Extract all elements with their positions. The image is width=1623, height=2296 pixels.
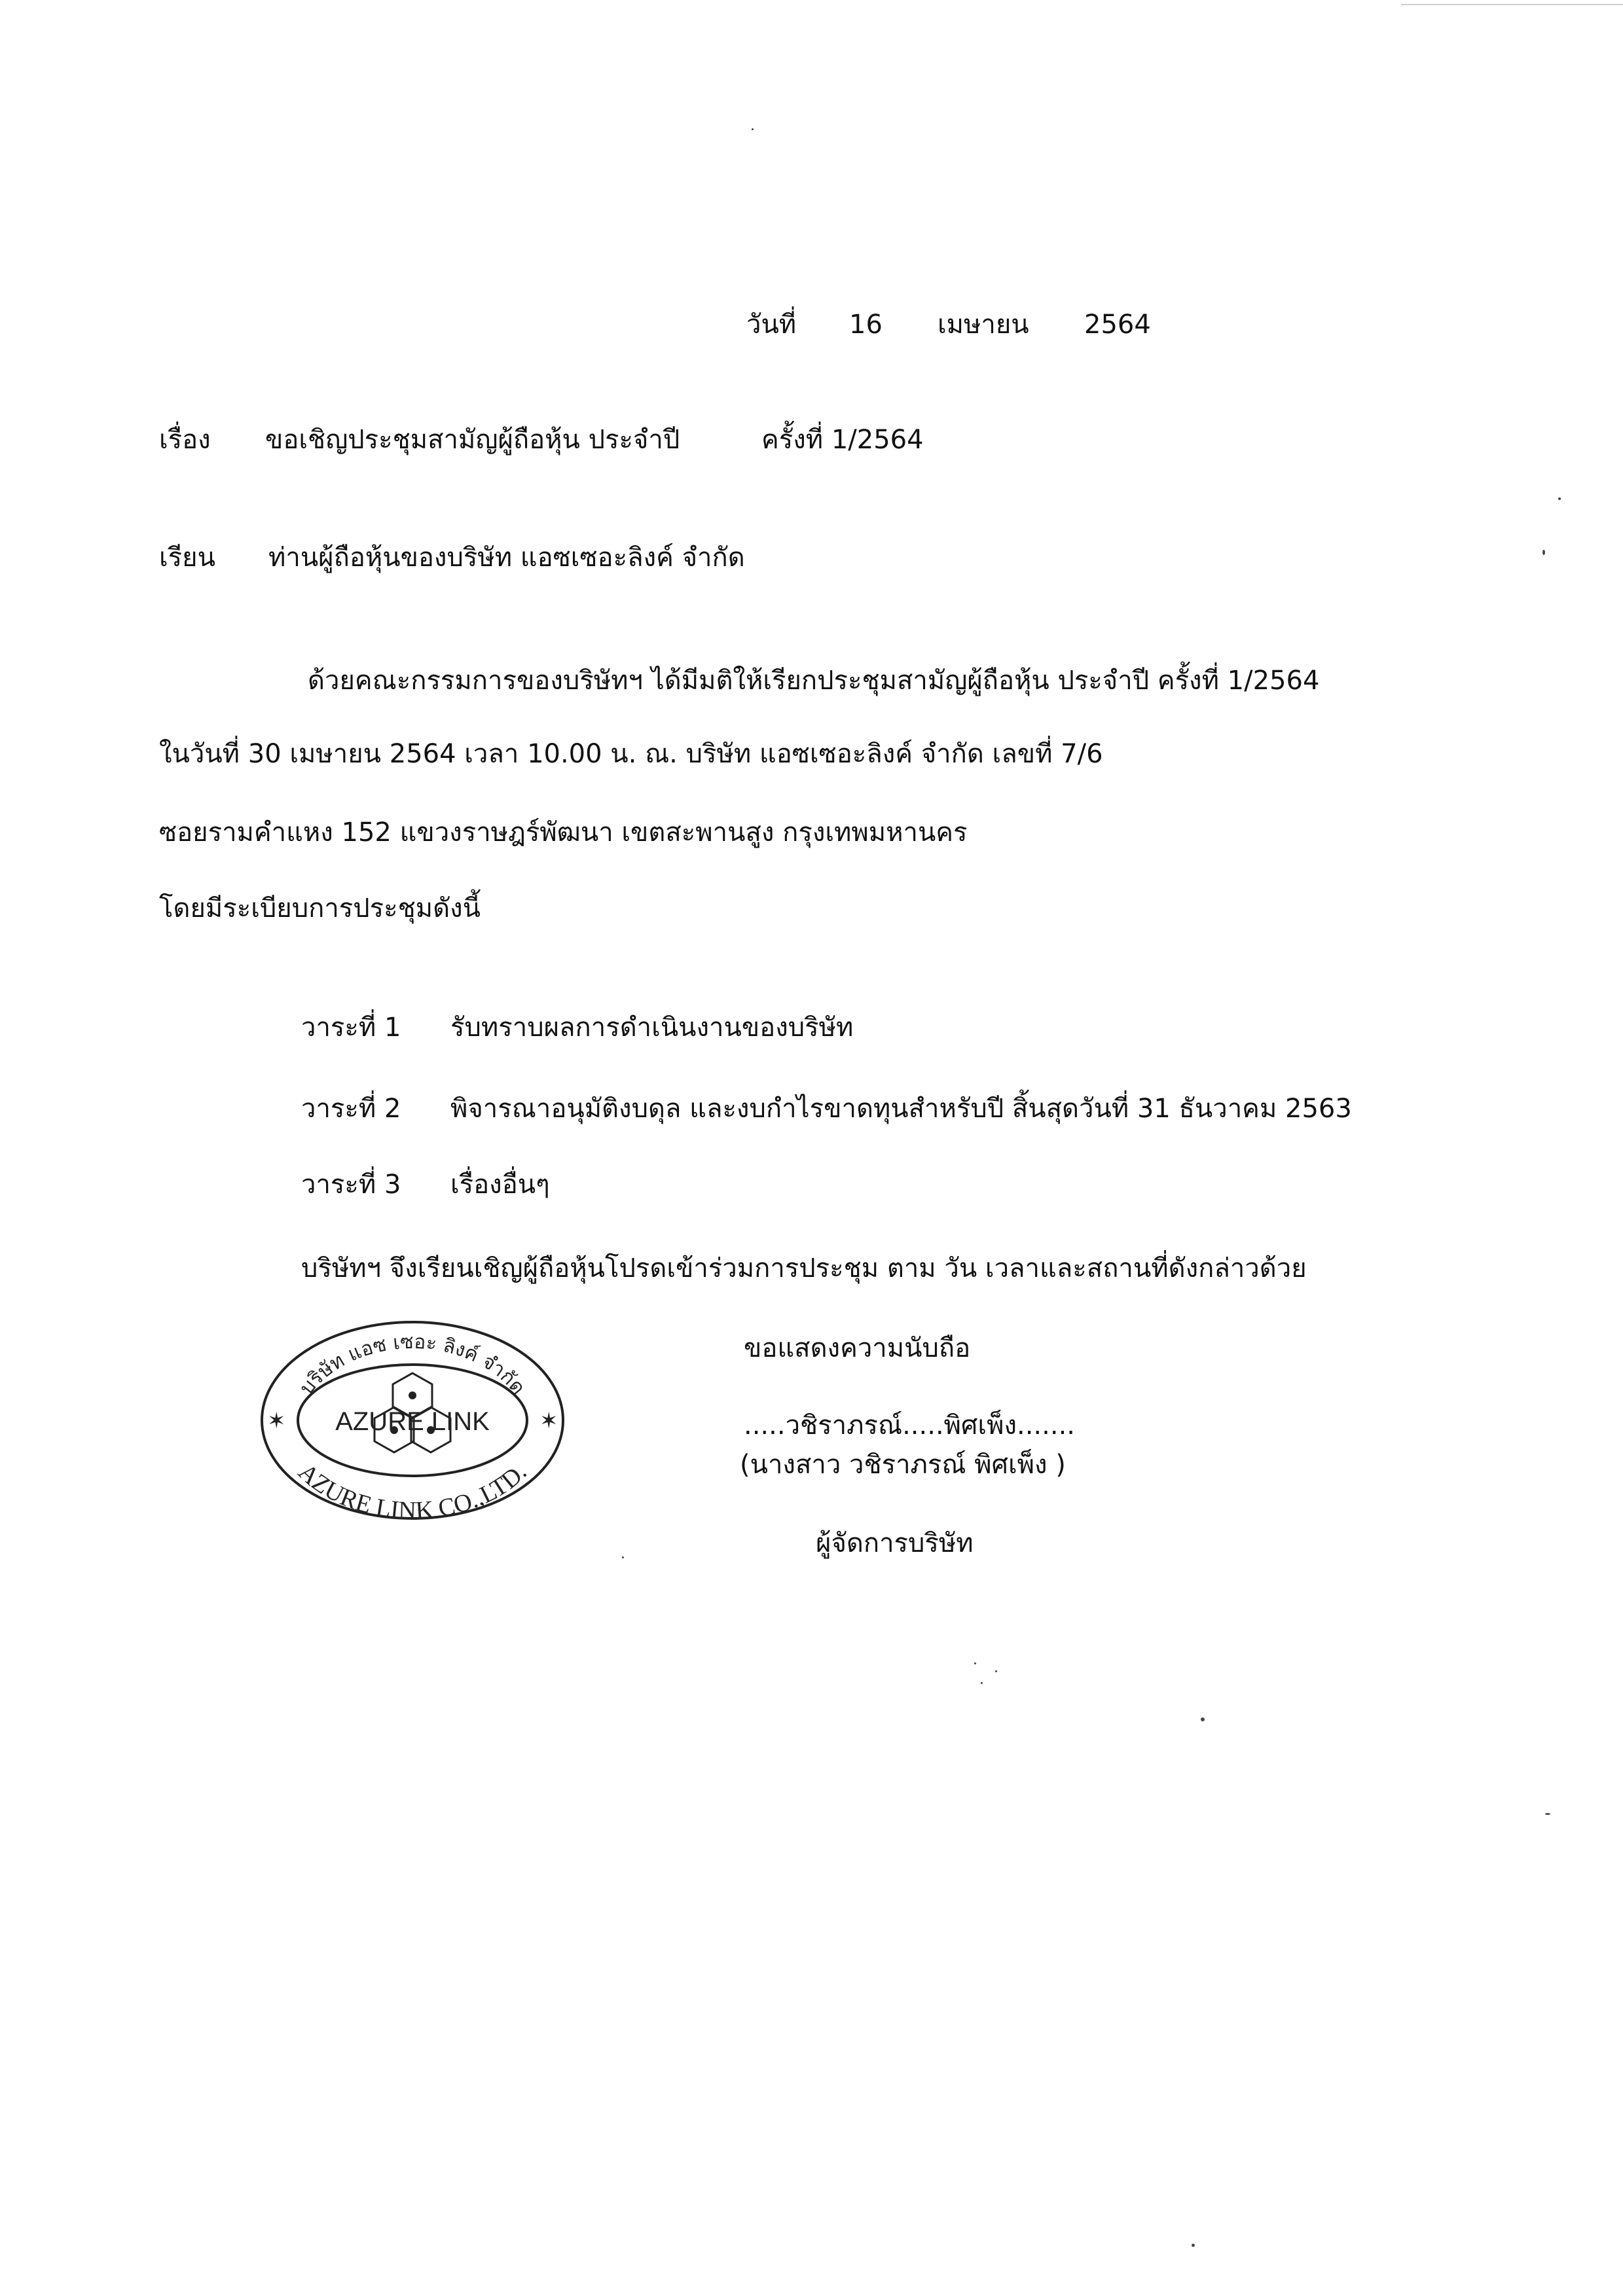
date-month: เมษายน xyxy=(938,310,1029,340)
date-day: 16 xyxy=(849,310,883,340)
stamp-center-text: AZURE LINK xyxy=(335,1407,490,1436)
scan-speck xyxy=(974,1662,976,1664)
scan-speck xyxy=(981,1682,983,1684)
scan-speck xyxy=(1192,2244,1195,2247)
stamp-dot xyxy=(409,1391,416,1399)
signature-signed: .....วชิราภรณ์.....พิศเพ็ง....... xyxy=(744,1410,1075,1441)
agenda-1-text: รับทราบผลการดำเนินงานของบริษัท xyxy=(450,1013,854,1043)
agenda-3-label: วาระที่ 3 xyxy=(301,1170,401,1200)
stamp-bottom-text: AZURE LINK CO.,LTD. xyxy=(293,1458,532,1525)
company-stamp xyxy=(249,1309,576,1532)
scan-speck xyxy=(1201,1717,1205,1721)
signature-name: (นางสาว วชิราภรณ์ พิศเพ็ง ) xyxy=(740,1450,1066,1480)
recipient-text: ท่านผู้ถือหุ้นของบริษัท แอซเซอะลิงค์ จำกัด xyxy=(268,543,745,573)
scan-speck xyxy=(1558,497,1561,500)
agenda-2-label: วาระที่ 2 xyxy=(301,1094,401,1124)
scan-speck xyxy=(995,1670,997,1672)
scan-speck xyxy=(752,128,754,130)
body-line-1: ด้วยคณะกรรมการของบริษัทฯ ได้มีมติให้เรียกประชุมสามัญผู้ถือหุ้น ประจำปี ครั้งที่ 1/2564 xyxy=(308,666,1320,696)
stamp-right-star: ✶ xyxy=(539,1408,558,1434)
stamp-left-star: ✶ xyxy=(267,1408,286,1434)
agenda-3-text: เรื่องอื่นๆ xyxy=(450,1170,550,1200)
subject-round: ครั้งที่ 1/2564 xyxy=(761,425,924,455)
body-line-3: ซอยรามคำแหง 152 แขวงราษฎร์พัฒนา เขตสะพานสูง กรุงเทพมหานคร xyxy=(159,817,968,848)
scan-speck xyxy=(1542,550,1545,555)
agenda-2-text: พิจารณาอนุมัติงบดุล และงบกำไรขาดทุนสำหรับปี สิ้นสุดวันที่ 31 ธันวาคม 2563 xyxy=(450,1094,1352,1124)
date-day-label: วันที่ xyxy=(746,310,797,340)
scan-speck xyxy=(622,1556,624,1558)
signature-title: ผู้จัดการบริษัท xyxy=(816,1528,974,1558)
agenda-1-label: วาระที่ 1 xyxy=(301,1013,401,1043)
date-year: 2564 xyxy=(1084,310,1151,340)
top-edge-line xyxy=(1401,4,1623,5)
body-line-4: โดยมีระเบียบการประชุมดังนี้ xyxy=(159,893,481,924)
closing-text: บริษัทฯ จึงเรียนเชิญผู้ถือหุ้นโปรดเข้าร่วมการประชุม ตาม วัน เวลาและสถานที่ดังกล่าวด้วย xyxy=(301,1253,1307,1283)
stamp-top-text: บริษัท แอซ เซอะ ลิงค์ จำกัด xyxy=(295,1330,530,1399)
recipient-label: เรียน xyxy=(159,543,215,573)
subject-label: เรื่อง xyxy=(159,425,211,455)
signature-regards: ขอแสดงความนับถือ xyxy=(744,1333,971,1363)
scan-speck xyxy=(1545,1813,1550,1815)
subject-text: ขอเชิญประชุมสามัญผู้ถือหุ้น ประจำปี xyxy=(265,425,680,455)
body-line-2: ในวันที่ 30 เมษายน 2564 เวลา 10.00 น. ณ. บริษัท แอซเซอะลิงค์ จำกัด เลขที่ 7/6 xyxy=(159,739,1103,769)
